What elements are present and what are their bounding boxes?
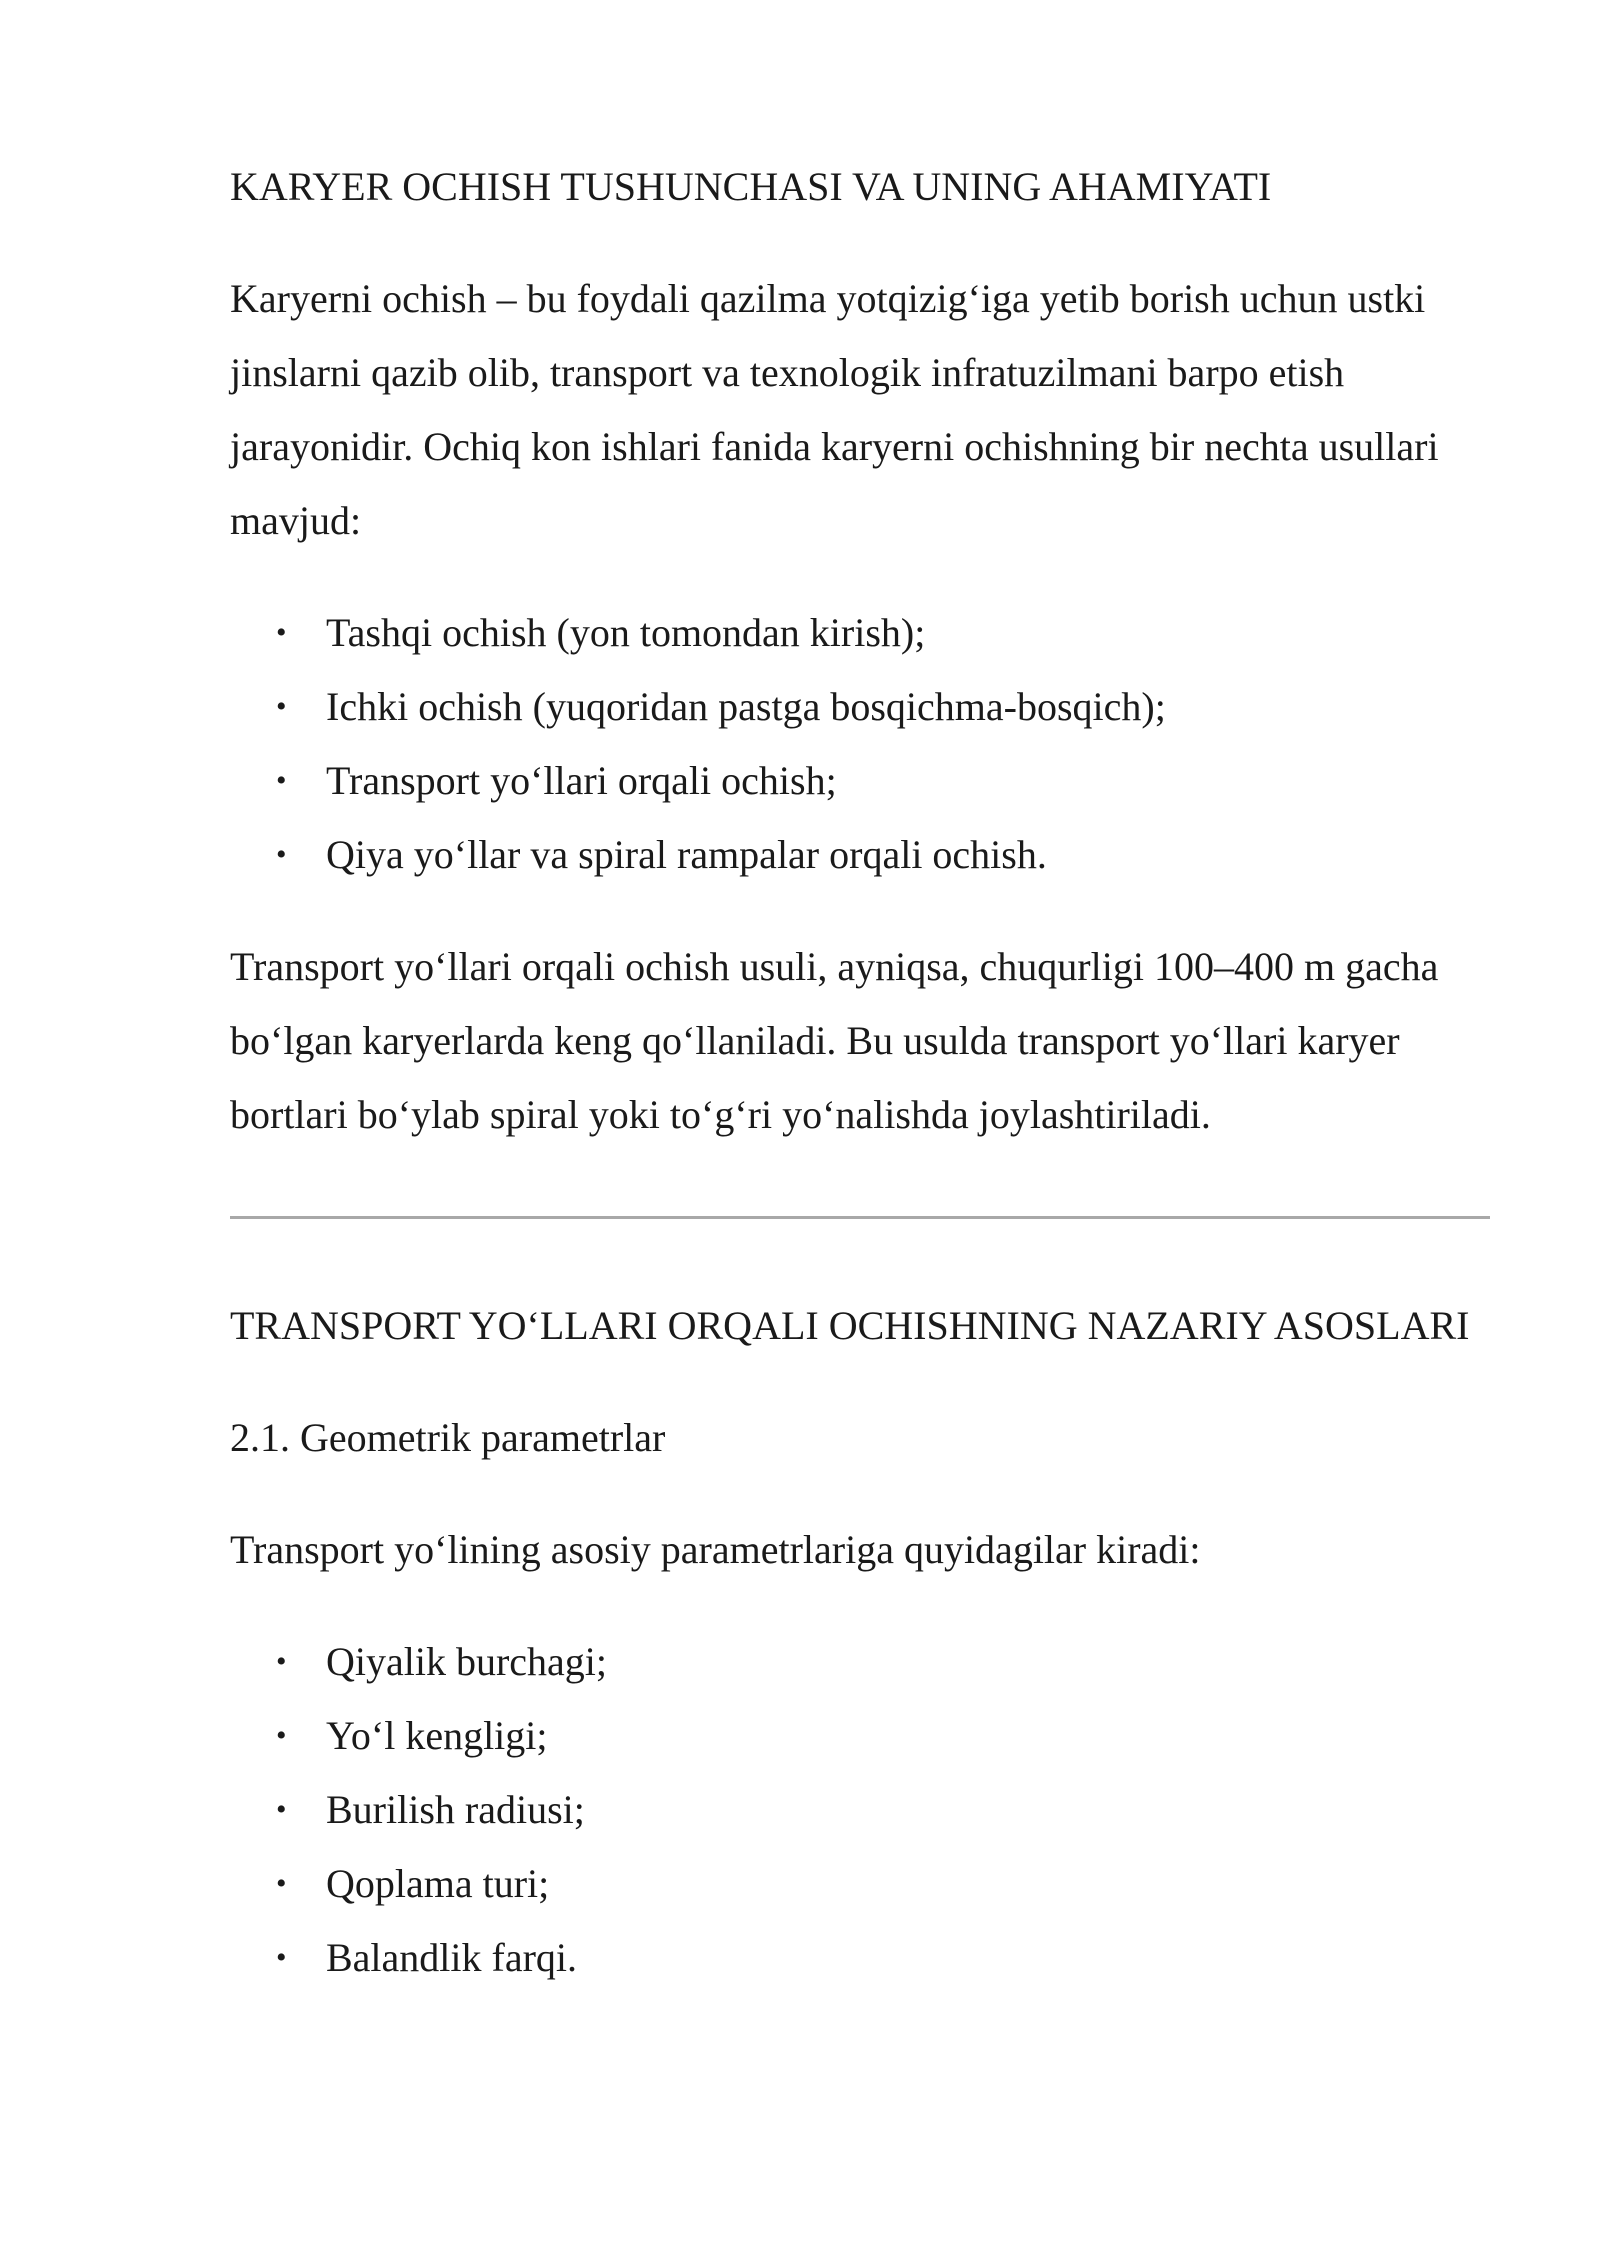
list-item-text: Qiya yo‘llar va spiral rampalar orqali ochish. <box>326 832 1047 877</box>
bullet-icon: • <box>276 1941 287 1974</box>
section-divider <box>230 1216 1490 1219</box>
bullet-icon: • <box>276 1719 287 1752</box>
bullet-icon: • <box>276 838 287 871</box>
list-item <box>230 1699 1490 1773</box>
list-item-text: Tashqi ochish (yon tomondan kirish); <box>326 610 926 655</box>
section2-intro-paragraph: Transport yo‘lining asosiy parametrlariga quyidagilar kiradi: <box>230 1527 1201 1572</box>
list-item-text: Qoplama turi; <box>326 1861 550 1906</box>
list-item-text: Ichki ochish (yuqoridan pastga bosqichma-bosqich); <box>326 684 1166 729</box>
bullet-icon: • <box>276 616 287 649</box>
section1-intro-paragraph: Karyerni ochish – bu foydali qazilma yotqizig‘iga yetib borish uchun ustki jinslarni qazib olib, transport va texnologik infratuzilmani barpo etish jarayonidir. Ochiq kon ishlari fanida karyerni ochishning bir nechta usullari mavjud: <box>230 276 1439 543</box>
bullet-icon: • <box>276 1867 287 1900</box>
list-item <box>230 1625 1490 1699</box>
section1-closing-paragraph: Transport yo‘llari orqali ochish usuli, ayniqsa, chuqurligi 100–400 m gacha bo‘lgan karyerlarda keng qo‘llaniladi. Bu usulda transport yo‘llari karyer bortlari bo‘ylab spiral yoki to‘g‘ri yo‘nalishda joylashtiriladi. <box>230 944 1439 1137</box>
list-item-text: Balandlik farqi. <box>326 1935 578 1980</box>
list-item <box>230 596 1490 670</box>
document-page <box>230 150 1490 1995</box>
section2-heading: TRANSPORT YO‘LLARI ORQALI OCHISHNING NAZARIY ASOSLARI <box>230 1303 1470 1348</box>
bullet-icon: • <box>276 1645 287 1678</box>
list-item-text: Burilish radiusi; <box>326 1787 585 1832</box>
bullet-icon: • <box>276 1793 287 1826</box>
bullet-icon: • <box>276 690 287 723</box>
section2-subheading: 2.1. Geometrik parametrlar <box>230 1415 666 1460</box>
list-item <box>230 1921 1490 1995</box>
list-item-text: Yo‘l kengligi; <box>326 1713 548 1758</box>
road-parameters-list <box>230 1625 1490 1995</box>
list-item <box>230 818 1490 892</box>
opening-methods-list <box>230 596 1490 892</box>
bullet-icon: • <box>276 764 287 797</box>
section1-heading: KARYER OCHISH TUSHUNCHASI VA UNING AHAMIYATI <box>230 164 1272 209</box>
list-item-text: Qiyalik burchagi; <box>326 1639 608 1684</box>
list-item-text: Transport yo‘llari orqali ochish; <box>326 758 837 803</box>
list-item <box>230 1847 1490 1921</box>
list-item <box>230 744 1490 818</box>
list-item <box>230 670 1490 744</box>
list-item <box>230 1773 1490 1847</box>
